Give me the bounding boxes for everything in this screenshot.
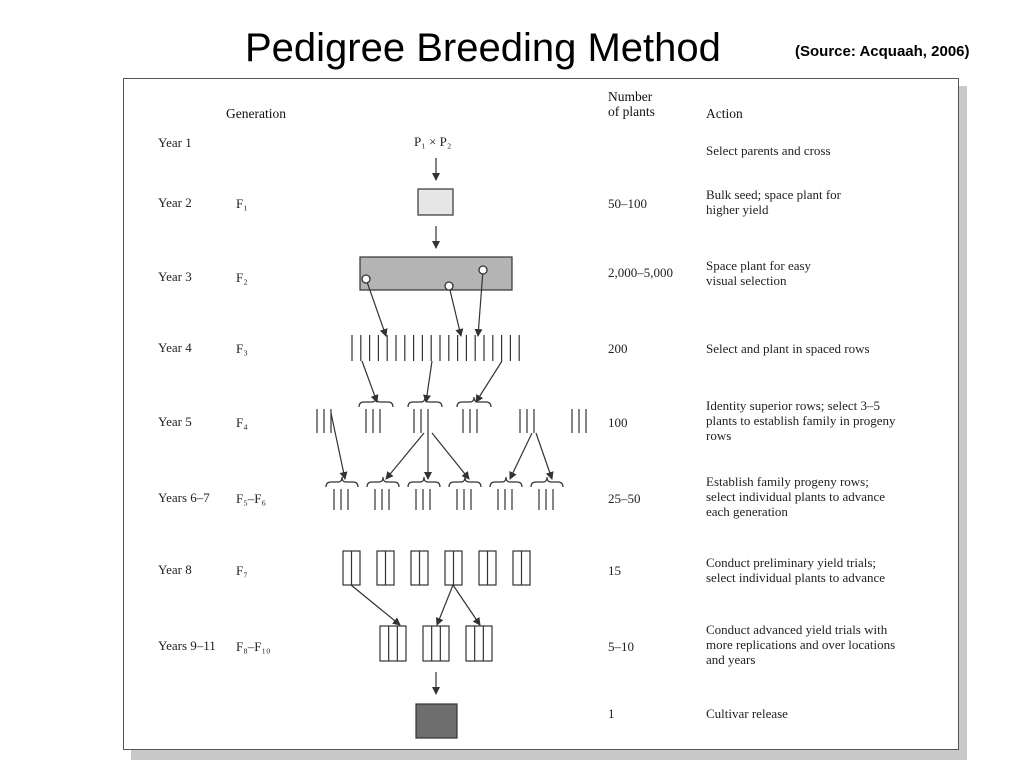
plants-count: 25–50 xyxy=(608,491,641,506)
plants-count: 2,000–5,000 xyxy=(608,265,673,280)
header-action: Action xyxy=(706,106,743,121)
flow-arrow xyxy=(476,361,502,402)
flow-arrow xyxy=(362,361,377,402)
flow-arrow xyxy=(386,433,424,479)
flow-arrow xyxy=(426,361,432,402)
plants-count: 200 xyxy=(608,341,628,356)
year-label: Year 1 xyxy=(158,135,192,150)
yield-plot xyxy=(423,626,449,661)
year-label: Years 9–11 xyxy=(158,638,216,653)
generation-label: F₈–F₁₀ xyxy=(236,639,271,654)
cultivar-release-box xyxy=(416,704,457,738)
slide-title: Pedigree Breeding Method xyxy=(245,26,721,70)
year-label: Year 8 xyxy=(158,562,192,577)
generation-label: F₅–F₆ xyxy=(236,491,267,506)
action-text: Conduct preliminary yield trials; select individual plants to advance xyxy=(706,555,886,585)
family-brace xyxy=(457,397,491,407)
action-text: Select and plant in spaced rows xyxy=(706,341,870,356)
generation-label: F₂ xyxy=(236,270,248,285)
flow-arrow xyxy=(449,286,461,336)
plants-count: 50–100 xyxy=(608,196,647,211)
plants-count: 1 xyxy=(608,706,615,721)
f2-population-box xyxy=(360,257,512,290)
year-label: Year 5 xyxy=(158,414,192,429)
flow-arrow xyxy=(351,585,400,625)
source-citation: (Source: Acquaah, 2006) xyxy=(795,43,970,60)
action-text: Bulk seed; space plant for higher yield xyxy=(706,187,842,217)
flow-arrow xyxy=(437,585,453,625)
f1-bulk-box xyxy=(418,189,453,215)
flow-arrow xyxy=(331,413,345,479)
generation-label: F₄ xyxy=(236,415,248,430)
yield-plot xyxy=(466,626,492,661)
year-label: Year 4 xyxy=(158,340,192,355)
header-number-of-plants: Number of plants xyxy=(608,89,655,119)
flow-arrow xyxy=(536,433,552,479)
family-brace xyxy=(531,477,563,487)
selected-plant-marker xyxy=(362,275,370,283)
action-text: Conduct advanced yield trials with more replications and over locations and years xyxy=(706,622,896,667)
generation-label: F₇ xyxy=(236,563,248,578)
flow-arrow xyxy=(432,433,469,479)
year-label: Year 2 xyxy=(158,195,192,210)
generation-label: F₁ xyxy=(236,196,248,211)
generation-label: F₃ xyxy=(236,341,248,356)
family-brace xyxy=(490,477,522,487)
year-label: Years 6–7 xyxy=(158,490,210,505)
family-brace xyxy=(326,477,358,487)
year-label: Year 3 xyxy=(158,269,192,284)
action-text: Cultivar release xyxy=(706,706,788,721)
header-generation: Generation xyxy=(226,106,286,121)
family-brace xyxy=(408,397,442,407)
plants-count: 15 xyxy=(608,563,621,578)
cross-label: P₁ × P₂ xyxy=(414,134,452,149)
flow-arrow xyxy=(453,585,480,625)
selected-plant-marker xyxy=(479,266,487,274)
action-text: Establish family progeny rows; select individual plants to advance each generation xyxy=(706,474,886,519)
family-brace xyxy=(408,477,440,487)
selected-plant-marker xyxy=(445,282,453,290)
yield-plot xyxy=(380,626,406,661)
action-text: Select parents and cross xyxy=(706,143,831,158)
action-text: Space plant for easy visual selection xyxy=(706,258,812,288)
family-brace xyxy=(449,477,481,487)
plants-count: 100 xyxy=(608,415,628,430)
flow-arrow xyxy=(510,433,532,479)
family-brace xyxy=(367,477,399,487)
plants-count: 5–10 xyxy=(608,639,634,654)
family-brace xyxy=(359,397,393,407)
action-text: Identity superior rows; select 3–5 plants to establish family in progeny rows xyxy=(706,398,896,443)
